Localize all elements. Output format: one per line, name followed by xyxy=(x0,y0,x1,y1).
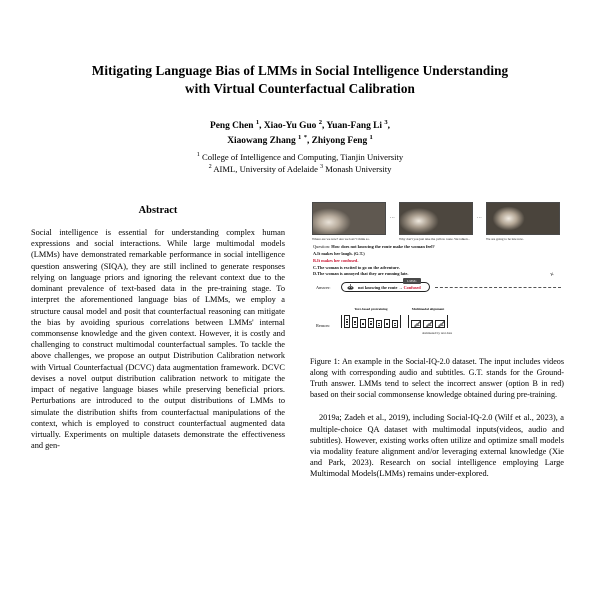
figure-1-canvas xyxy=(310,198,564,350)
figure-1-caption: Figure 1: An example in the Social-IQ-2.0 dataset. The input includes videos along with corresponding audio and subtitles. G.T. stands for the Ground-Truth answer. LMMs tend to select the incorrect answer (option B in red) based on their social commonsense knowledge obtained during pre-training. xyxy=(310,357,564,399)
text-token-set xyxy=(341,315,401,328)
video-frame-3 xyxy=(486,202,560,241)
title-block xyxy=(0,0,600,175)
image-doc-icon xyxy=(423,320,433,328)
video-thumbnail-icon xyxy=(312,202,386,235)
reason-group-title-1: Text-based pretraining xyxy=(354,307,388,312)
text-doc-icon xyxy=(360,319,366,328)
question-label: Question: xyxy=(313,244,331,250)
paper-title-line-1: Mitigating Language Bias of LMMs in Social Intelligence Understanding xyxy=(91,63,509,78)
affiliation-list xyxy=(52,151,548,175)
qa-block xyxy=(310,241,564,335)
two-column-body xyxy=(0,196,600,600)
text-doc-icon xyxy=(368,318,374,328)
video-thumbnail-icon xyxy=(486,202,560,235)
text-doc-icon xyxy=(384,319,390,328)
reason-group-title-2: Multimodal alignment xyxy=(411,307,445,312)
answer-prefix: not knowing the route xyxy=(358,284,398,290)
author-list xyxy=(52,118,548,149)
text-doc-icon xyxy=(344,315,350,328)
image-doc-icon xyxy=(411,320,421,328)
option-b: B.It makes her confused. xyxy=(313,257,359,263)
answer-pill xyxy=(341,279,430,292)
page-title xyxy=(52,62,548,98)
affiliation-line-1: $^1$ College of Intelligence and Computing, Tianjin University xyxy=(196,150,404,162)
wrong-answer-annotation-icon: ✕ xyxy=(548,272,556,279)
frame-separator-1: ... xyxy=(390,215,395,220)
question-line xyxy=(313,244,561,251)
frame-separator-2: ... xyxy=(477,215,482,220)
image-doc-icon xyxy=(435,320,445,328)
multimodal-token-set xyxy=(408,315,448,328)
option-c: C.The woman is excited to go on the adventure. xyxy=(313,264,400,270)
author-line-2: Xiaowang Zhang $^1$ *, Zhiyong Feng $^1$ xyxy=(227,134,373,147)
answer-leader-line xyxy=(435,287,561,288)
affiliation-line-2: $^2$ AIML, University of Adelaide $^3$ Monash University xyxy=(208,163,392,175)
reason-label: Reason: xyxy=(316,323,330,329)
reason-row xyxy=(313,297,561,328)
video-frame-1 xyxy=(312,202,386,241)
answer-label: Answer: xyxy=(316,284,331,290)
text-doc-icon xyxy=(376,320,382,328)
reason-group-text-pretraining xyxy=(341,297,401,328)
paper-title-line-2: with Virtual Counterfactual Calibration xyxy=(185,80,415,96)
answer-row xyxy=(313,279,561,292)
left-column xyxy=(31,196,285,600)
figure-1 xyxy=(310,198,564,400)
abstract-paragraph: Social intelligence is essential for understanding complex human expressions and social interactions. While large multimodal models (LMMs) have demonstrated remarkable performance in social intelligence question answering (SIQA), they are still inclined to generate responses relying on language priors and ignoring the relevant context due to the dominant prevalence of text-based data in the pre-training stage. To interpret the aforementioned language bias of LMMs, we employ a structure causal model and posit that counterfactual reasoning can mitigate the bias by avoiding spurious correlations between LMMs' internal commonsense knowledge and the given context. However, it is costly and challenging to construct multimodal counterfactual samples. To tackle the above challenges, we propose an output Distribution Calibration network with Virtual Counterfactual (DCVC) data augmentation framework. DCVC devises a novel output distribution calibration network to mitigate the impact of negative language biases while preserving beneficial priors. Perturbations are introduced to the output distributions of LMMs to simulate the distribution shifts from counterfactual manipulations of the context, which is employed to construct counterfactual augmented data virtually. Experiments on multiple datasets demonstrate the effectiveness and gen- xyxy=(31,228,285,451)
video-frame-strip xyxy=(310,198,564,241)
subtitle-caption-1: Where are we now? Are we lost? I think so. xyxy=(312,237,370,241)
answer-arrow-icon: → xyxy=(398,284,403,290)
question-text: How does not knowing the route make the woman feel? xyxy=(331,244,435,250)
option-d: D.The woman is annoyed that they are running late. xyxy=(313,271,409,277)
author-line-1: Peng Chen $^1$, Xiao-Yu Guo $^2$, Yuan-Fang Li $^3$, xyxy=(209,118,390,132)
subtitle-caption-3: We are going to be late now. xyxy=(486,237,524,241)
right-column-paragraph: 2019a; Zadeh et al., 2019), including Social-IQ-2.0 (Wilf et al., 2023), a multiple-choice QA dataset with multimodal inputs(videos, audio and subtitles). However, existing works often utilize and optimize small models via modality feature alignment and/or leveraging external knowledge (Xie and Park, 2023). Research on social intelligence employing Large Multimodal Models(LMMs) remains under-explored. xyxy=(310,413,564,479)
lmm-badge: LMMs xyxy=(403,278,420,284)
right-column xyxy=(310,196,564,600)
text-doc-icon xyxy=(352,317,358,328)
reason-note: dominated by text data xyxy=(421,331,453,336)
robot-icon xyxy=(347,284,354,291)
answer-value: Confused xyxy=(403,284,421,290)
reason-groups xyxy=(341,297,448,328)
option-a: A.It makes her laugh. (G.T.) xyxy=(313,250,365,256)
video-frame-2 xyxy=(399,202,473,241)
abstract-heading: Abstract xyxy=(138,205,178,216)
subtitle-caption-2: Why don't you just take the yellow route. We talked... xyxy=(399,237,470,241)
answer-text xyxy=(358,285,421,290)
text-doc-icon xyxy=(392,320,398,328)
reason-group-multimodal-alignment xyxy=(408,297,448,328)
video-thumbnail-icon xyxy=(399,202,473,235)
